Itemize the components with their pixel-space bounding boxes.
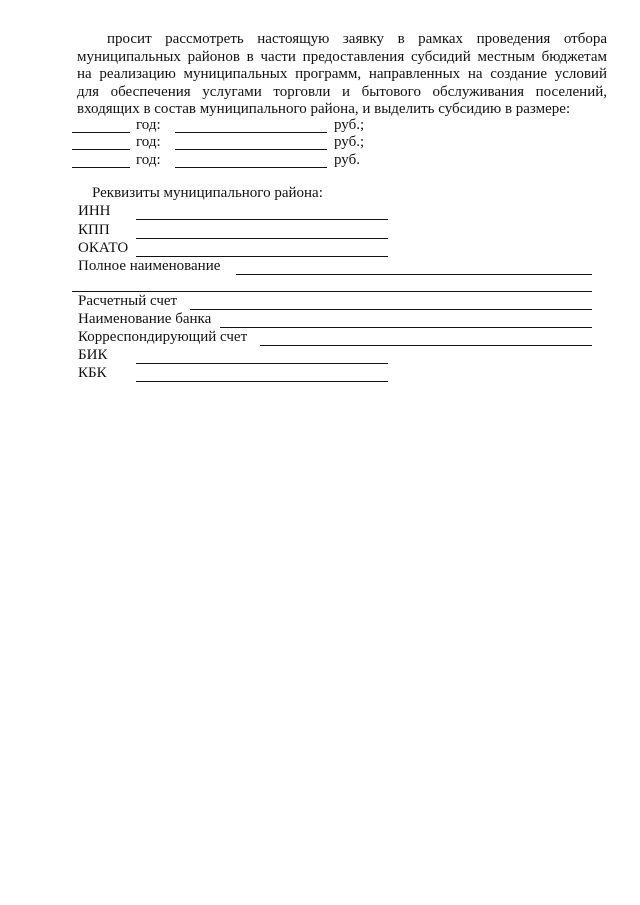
kpp-field[interactable] bbox=[136, 238, 388, 239]
amount-blank[interactable] bbox=[175, 149, 327, 150]
bik-label: БИК bbox=[78, 347, 108, 363]
currency-label: руб. bbox=[334, 152, 360, 168]
kbk-label: КБК bbox=[78, 365, 107, 381]
account-label: Расчетный счет bbox=[78, 293, 178, 309]
bank-name-row bbox=[78, 311, 598, 329]
kbk-field[interactable] bbox=[136, 381, 388, 382]
bank-name-field[interactable] bbox=[220, 327, 592, 328]
subsidy-row bbox=[72, 134, 452, 152]
inn-label: ИНН bbox=[78, 203, 111, 219]
account-row bbox=[78, 293, 598, 311]
full-name-continuation-field[interactable] bbox=[72, 291, 592, 292]
paragraph-line: на реализацию муниципальных программ, направленных на создание условий bbox=[77, 66, 607, 82]
year-blank[interactable] bbox=[72, 132, 130, 133]
corr-account-label: Корреспондирующий счет bbox=[78, 329, 248, 345]
okato-row bbox=[78, 240, 598, 258]
year-label: год: bbox=[136, 134, 161, 150]
request-paragraph bbox=[77, 31, 607, 119]
year-blank[interactable] bbox=[72, 167, 130, 168]
subsidy-row bbox=[72, 152, 452, 170]
paragraph-line: для обеспечения услугами торговли и бытового обслуживания поселений, bbox=[77, 83, 607, 100]
okato-field[interactable] bbox=[136, 256, 388, 257]
bank-name-label: Наименование банка bbox=[78, 311, 212, 327]
account-field[interactable] bbox=[190, 309, 592, 310]
full-name-label: Полное наименование bbox=[78, 258, 221, 274]
requisites-title: Реквизиты муниципального района: bbox=[92, 185, 323, 201]
full-name-row bbox=[78, 258, 598, 276]
corr-account-field[interactable] bbox=[260, 345, 592, 346]
amount-blank[interactable] bbox=[175, 167, 327, 168]
inn-field[interactable] bbox=[136, 219, 388, 220]
full-name-field[interactable] bbox=[236, 274, 592, 275]
subsidy-row bbox=[72, 117, 452, 135]
currency-label: руб.; bbox=[334, 134, 365, 150]
kbk-row bbox=[78, 365, 598, 383]
kpp-row bbox=[78, 222, 598, 240]
paragraph-line: входящих в состав муниципального района, и выделить субсидию в размере: bbox=[77, 101, 571, 117]
paragraph-line: муниципальных районов в части предоставления субсидий местным бюджетам bbox=[77, 48, 607, 65]
inn-row bbox=[78, 203, 598, 221]
year-blank[interactable] bbox=[72, 149, 130, 150]
currency-label: руб.; bbox=[334, 117, 365, 133]
year-label: год: bbox=[136, 152, 161, 168]
year-label: год: bbox=[136, 117, 161, 133]
bik-row bbox=[78, 347, 598, 365]
kpp-label: КПП bbox=[78, 222, 110, 238]
corr-account-row bbox=[78, 329, 598, 347]
paragraph-line: просит рассмотреть настоящую заявку в рамках проведения отбора bbox=[107, 31, 607, 47]
okato-label: ОКАТО bbox=[78, 240, 129, 256]
bik-field[interactable] bbox=[136, 363, 388, 364]
amount-blank[interactable] bbox=[175, 132, 327, 133]
